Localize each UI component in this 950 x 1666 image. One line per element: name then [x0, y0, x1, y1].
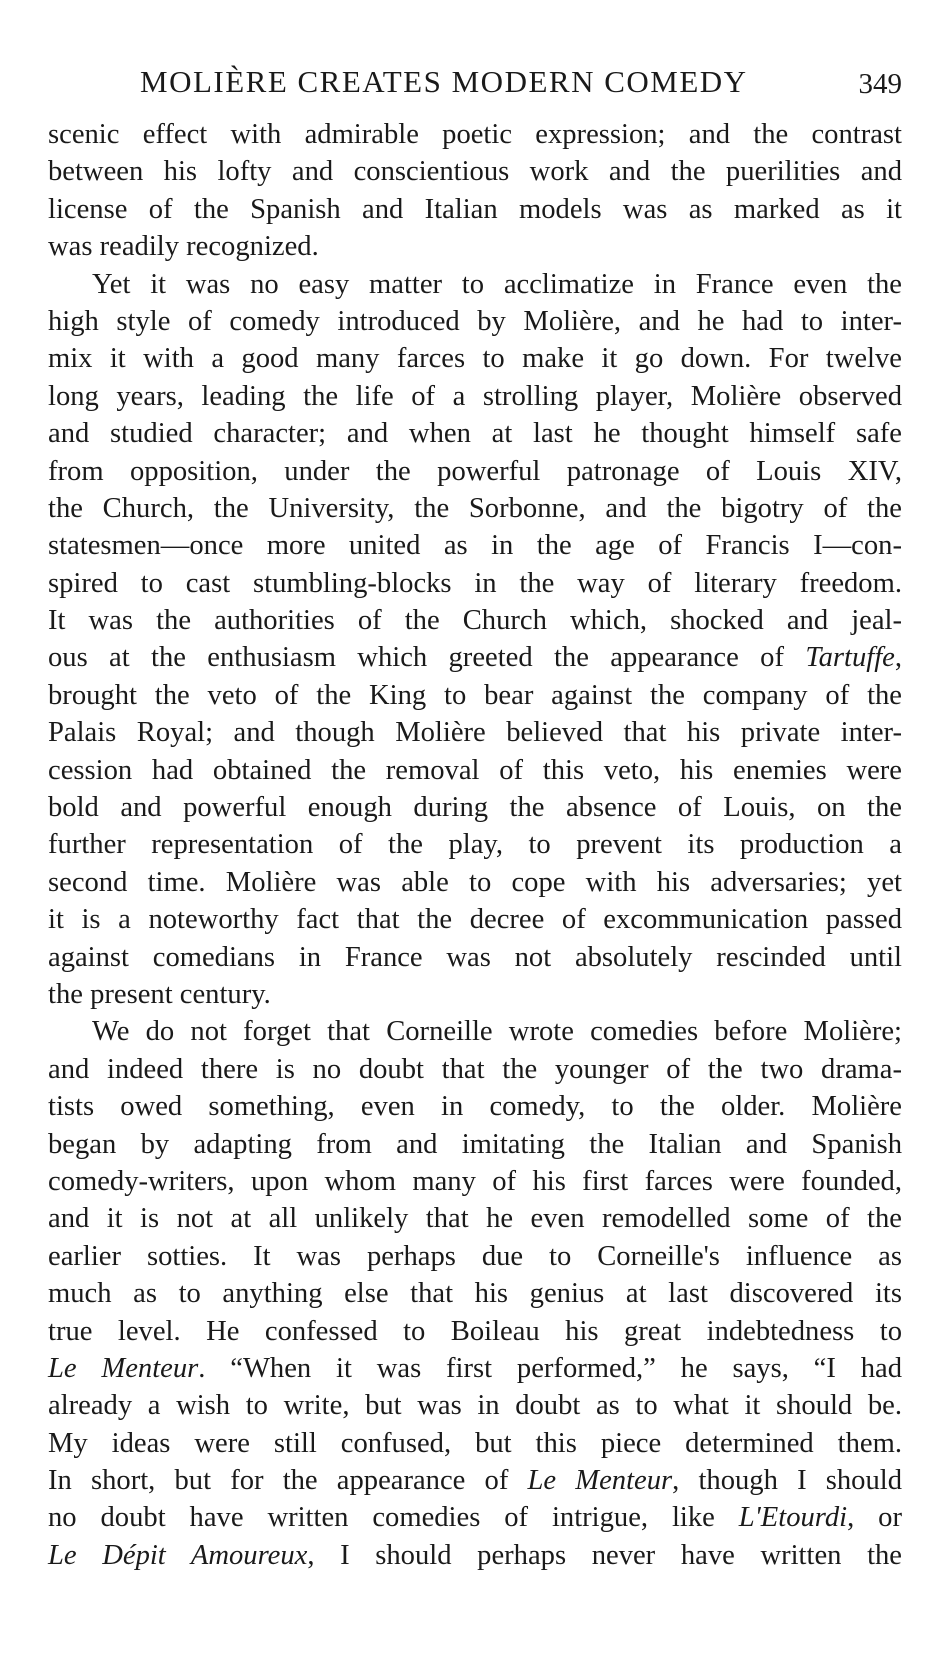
text-line: We do not forget that Corneille wrote comedies before Molière; [92, 1016, 902, 1048]
play-title-le-menteur: Le Menteur [48, 1352, 199, 1384]
text-line: brought the veto of the King to bear against the company of the [48, 679, 902, 711]
text-line: scenic effect with admirable poetic expression; and the contrast [48, 119, 902, 150]
text-line: and it is not at all unlikely that he even remodelled some of the [48, 1203, 902, 1235]
text-run: . “When it was first performed,” he says, “I had [198, 1352, 902, 1384]
text-line [48, 1499, 902, 1536]
page-number: 349 [858, 68, 902, 100]
text-line: true level. He confessed to Boileau his great indebtedness to [48, 1315, 902, 1347]
play-title-tartuffe: Tartuffe [805, 642, 895, 674]
text-line: it is a noteworthy fact that the decree of excommunication passed [48, 904, 902, 936]
text-line: high style of comedy introduced by Molière, and he had to inter- [48, 305, 902, 337]
text-line: and studied character; and when at last he thought himself safe [48, 418, 902, 450]
text-line: Yet it was no easy matter to acclimatize in France even the [92, 268, 902, 300]
text-line: second time. Molière was able to cope with his adversaries; yet [48, 866, 902, 898]
text-line: bold and powerful enough during the absence of Louis, on the [48, 792, 902, 824]
text-line [48, 639, 902, 676]
text-line: It was the authorities of the Church which, shocked and jeal- [48, 605, 902, 637]
text-line: long years, leading the life of a strolling player, Molière observed [48, 380, 902, 412]
text-line: against comedians in France was not absolutely rescinded until [48, 941, 902, 973]
text-line: much as to anything else that his genius at last discovered its [48, 1278, 902, 1310]
play-title-le-depit-amoureux: Le Dépit Amoureux [48, 1539, 308, 1571]
text-line: from opposition, under the powerful patronage of Louis XIV, [48, 455, 902, 487]
text-line: and indeed there is no doubt that the younger of the two drama- [48, 1053, 902, 1085]
text-line: My ideas were still confused, but this piece determined them. [48, 1427, 902, 1459]
text-line [48, 1462, 902, 1499]
text-run: ous at the enthusiasm which greeted the appearance of [48, 642, 806, 674]
text-line: tists owed something, even in comedy, to the older. Molière [48, 1091, 902, 1123]
text-run: , though I should [672, 1465, 903, 1497]
text-run: , [894, 642, 902, 674]
text-line: cession had obtained the removal of this veto, his enemies were [48, 754, 902, 786]
text-line [48, 1350, 902, 1387]
text-line: spired to cast stumbling-blocks in the way of literary freedom. [48, 567, 902, 599]
text-line: the present century. [48, 978, 271, 1010]
text-run: no doubt have written comedies of intrigue, like [48, 1502, 739, 1534]
running-head [48, 64, 902, 116]
text-line: already a wish to write, but was in doubt as to what it should be. [48, 1390, 902, 1422]
running-title: MOLIÈRE CREATES MODERN COMEDY [140, 64, 748, 99]
text-line: Palais Royal; and though Molière believed that his private inter- [48, 717, 902, 749]
text-line: comedy-writers, upon whom many of his first farces were founded, [48, 1165, 902, 1197]
body-text [48, 116, 902, 1574]
text-line: the Church, the University, the Sorbonne, and the bigotry of the [48, 492, 902, 524]
text-line: mix it with a good many farces to make it go down. For twelve [48, 343, 902, 375]
text-line: further representation of the play, to prevent its production a [48, 829, 902, 861]
text-line: between his lofty and conscientious work and the puerilities and [48, 156, 902, 188]
book-page [48, 64, 902, 1574]
text-run: In short, but for the appearance of [48, 1465, 528, 1497]
text-line [48, 1537, 902, 1574]
text-line: statesmen—once more united as in the age of Francis I—con- [48, 530, 902, 562]
text-run: , or [847, 1502, 902, 1534]
text-line: earlier sotties. It was perhaps due to Corneille's influence as [48, 1240, 902, 1272]
play-title-l-etourdi: L'Etourdi [738, 1502, 848, 1534]
text-run: , I should perhaps never have written the [307, 1539, 902, 1571]
text-line: began by adapting from and imitating the Italian and Spanish [48, 1128, 902, 1160]
play-title-le-menteur: Le Menteur [527, 1465, 673, 1497]
text-line: license of the Spanish and Italian models was as marked as it [48, 193, 902, 225]
text-line: was readily recognized. [48, 231, 319, 263]
